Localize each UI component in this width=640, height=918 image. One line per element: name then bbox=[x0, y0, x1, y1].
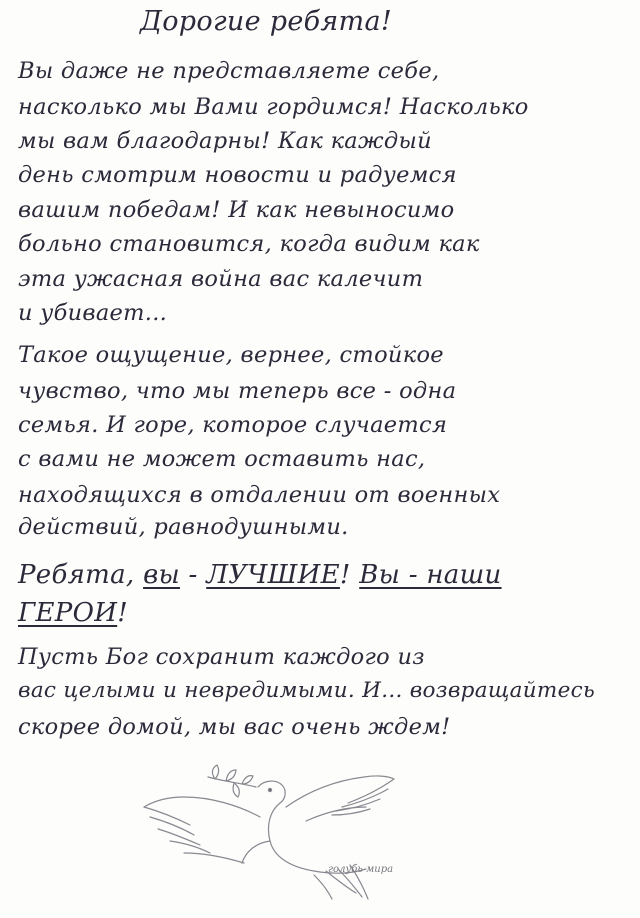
letter-line: больно становится, когда видим как bbox=[18, 231, 480, 257]
letter-line: действий, равнодушными. bbox=[18, 514, 349, 540]
exclaim-bang: ! bbox=[339, 560, 360, 590]
letter-line: эта ужасная война вас калечит bbox=[18, 266, 424, 292]
exclaim-you-our: Вы - наши bbox=[359, 560, 502, 590]
dove-drawing bbox=[100, 725, 400, 905]
letter-heroes-line bbox=[18, 598, 128, 628]
letter-line: день смотрим новости и радуемся bbox=[18, 162, 457, 188]
letter-line: скорее домой, мы вас очень ждем! bbox=[18, 714, 451, 740]
letter-line: вас целыми и невредимыми. И... возвращайтесь bbox=[18, 678, 595, 703]
letter-line: Пусть Бог сохранит каждого из bbox=[18, 644, 425, 670]
letter-exclaim-line bbox=[18, 560, 502, 590]
letter-line: вашим победам! И как невыносимо bbox=[18, 197, 455, 223]
letter-line: Вы даже не представляете себе, bbox=[18, 58, 440, 84]
drawing-caption: голубь мира bbox=[328, 864, 394, 875]
exclaim-you: вы bbox=[143, 560, 180, 590]
letter-line: и убивает... bbox=[18, 300, 168, 326]
exclaim-kids: Ребята, bbox=[18, 560, 144, 590]
letter-line: Такое ощущение, вернее, стойкое bbox=[18, 342, 444, 368]
letter-line: с вами не может оставить нас, bbox=[18, 446, 426, 472]
letter-greeting: Дорогие ребята! bbox=[140, 6, 393, 37]
exclaim-dash: - bbox=[179, 560, 207, 590]
letter-line: насколько мы Вами гордимся! Насколько bbox=[18, 94, 529, 120]
exclaim-best: ЛУЧШИЕ bbox=[206, 560, 340, 590]
letter-line: мы вам благодарны! Как каждый bbox=[18, 128, 432, 154]
letter-line: семья. И горе, которое случается bbox=[18, 412, 448, 438]
letter-line: чувство, что мы теперь все - одна bbox=[18, 378, 457, 404]
exclaim-bang-2: ! bbox=[117, 598, 128, 628]
letter-line: находящихся в отдалении от военных bbox=[18, 482, 501, 508]
exclaim-heroes: ГЕРОИ bbox=[18, 598, 118, 628]
